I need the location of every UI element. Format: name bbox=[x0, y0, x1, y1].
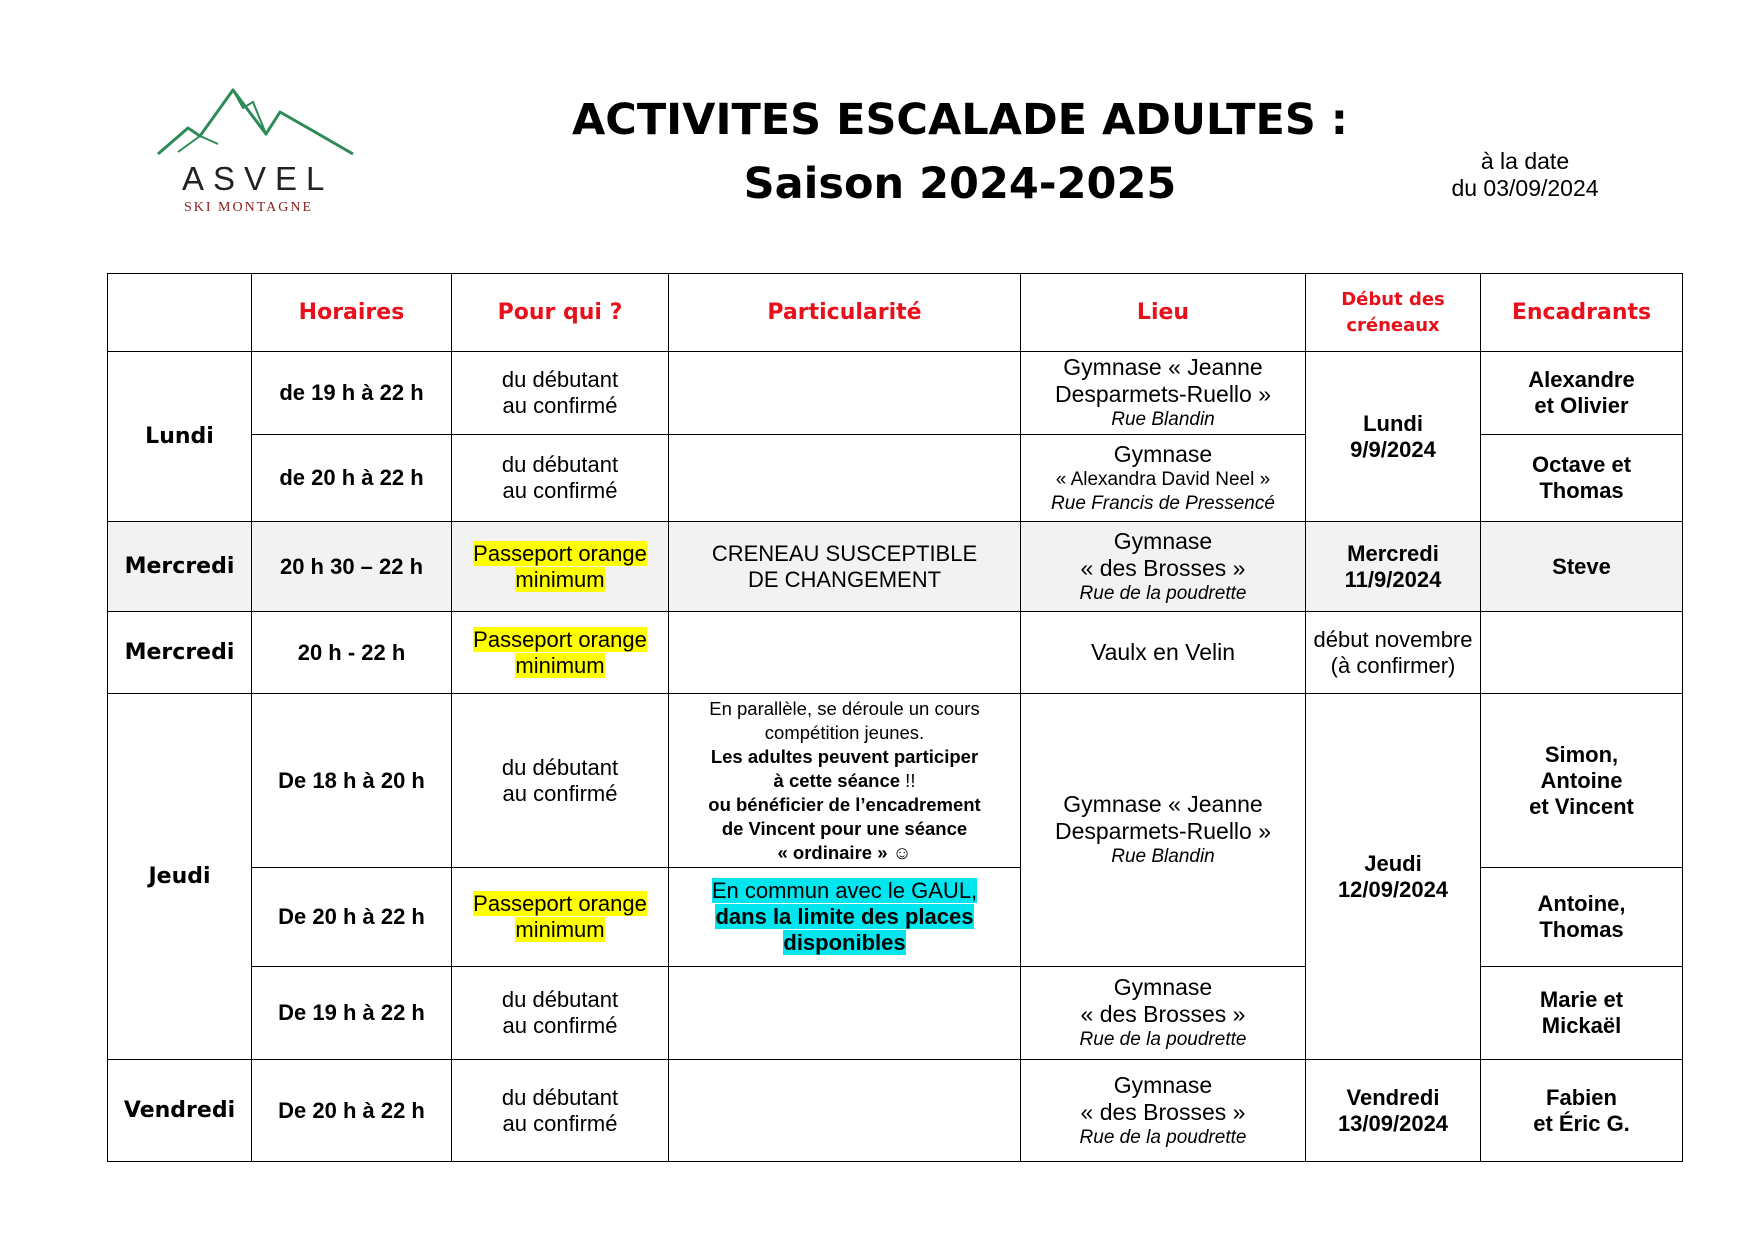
header-debut-line-1: Début des bbox=[1341, 288, 1445, 310]
horaire-cell: De 20 h à 22 h bbox=[252, 868, 452, 967]
lieu-line-2: « des Brosses » bbox=[1080, 1001, 1246, 1027]
debut-cell bbox=[1306, 694, 1481, 1060]
particularite-line-1: En parallèle, se déroule un cours bbox=[709, 697, 980, 719]
pour-qui-cell bbox=[452, 1060, 669, 1162]
particularite-line-1: CRENEAU SUSCEPTIBLE bbox=[711, 540, 978, 566]
particularite-line-2: dans la limite des places bbox=[715, 904, 974, 929]
date-note bbox=[1425, 148, 1625, 202]
smiley-icon: ☺ bbox=[887, 841, 912, 863]
pour-qui-line-1: Passeport orange bbox=[473, 626, 647, 652]
encadrants-cell bbox=[1481, 1060, 1683, 1162]
day-jeudi: Jeudi bbox=[108, 694, 252, 1060]
lieu-line-2: « des Brosses » bbox=[1080, 554, 1246, 581]
particularite-line-1: En commun avec le GAUL, bbox=[711, 878, 978, 903]
header-row bbox=[108, 274, 1683, 352]
pour-qui-cell bbox=[452, 612, 669, 694]
particularite-line-4-suffix: !! bbox=[900, 769, 916, 791]
pour-qui-line-1: du débutant bbox=[501, 452, 619, 477]
horaire-cell: de 20 h à 22 h bbox=[252, 435, 452, 522]
lieu-line-2: Desparmets-Ruello » bbox=[1054, 818, 1272, 844]
debut-line-1: Vendredi bbox=[1346, 1084, 1440, 1110]
encadrants-cell bbox=[1481, 868, 1683, 967]
encadrant-line-3: et Vincent bbox=[1529, 793, 1634, 819]
particularite-cell bbox=[669, 1060, 1021, 1162]
lieu-line-1: Gymnase « Jeanne bbox=[1063, 354, 1263, 380]
header-debut-line-2: créneaux bbox=[1346, 314, 1440, 336]
title-line-2: Saison 2024-2025 bbox=[743, 159, 1177, 209]
debut-line-1: Mercredi bbox=[1347, 540, 1439, 566]
pour-qui-line-1: Passeport orange bbox=[473, 540, 647, 566]
lieu-line-1: Gymnase bbox=[1113, 527, 1213, 554]
particularite-cell bbox=[669, 352, 1021, 435]
lieu-line-1: Gymnase bbox=[1113, 1071, 1213, 1098]
encadrant-line-1: Octave et bbox=[1531, 452, 1632, 477]
lieu-line-2: « des Brosses » bbox=[1080, 1098, 1246, 1125]
horaire-cell: De 20 h à 22 h bbox=[252, 1060, 452, 1162]
pour-qui-cell bbox=[452, 868, 669, 967]
table-row bbox=[108, 352, 1683, 435]
debut-line-2: (à confirmer) bbox=[1330, 652, 1456, 678]
pour-qui-line-2: au confirmé bbox=[502, 780, 618, 806]
lieu-line-2: « Alexandra David Neel » bbox=[1055, 468, 1271, 490]
header-particularite: Particularité bbox=[669, 274, 1021, 352]
day-mercredi: Mercredi bbox=[108, 612, 252, 694]
encadrant-line-2: Antoine bbox=[1540, 767, 1623, 793]
pour-qui-line-1: du débutant bbox=[501, 367, 619, 392]
lieu-cell bbox=[1021, 522, 1306, 612]
debut-line-2: 9/9/2024 bbox=[1350, 436, 1436, 462]
pour-qui-cell bbox=[452, 522, 669, 612]
date-line-2: du 03/09/2024 bbox=[1451, 175, 1599, 201]
lieu-line-1: Gymnase « Jeanne bbox=[1063, 791, 1263, 817]
header-pour-qui: Pour qui ? bbox=[452, 274, 669, 352]
pour-qui-line-2: au confirmé bbox=[502, 1110, 618, 1136]
lieu-cell bbox=[1021, 612, 1306, 694]
mountain-icon bbox=[148, 82, 368, 162]
encadrants-cell bbox=[1481, 612, 1683, 694]
horaire-cell: De 19 h à 22 h bbox=[252, 967, 452, 1060]
pour-qui-line-1: du débutant bbox=[501, 987, 619, 1012]
encadrants-cell: Steve bbox=[1481, 522, 1683, 612]
lieu-cell bbox=[1021, 1060, 1306, 1162]
particularite-cell bbox=[669, 868, 1021, 967]
pour-qui-line-2: au confirmé bbox=[502, 393, 618, 418]
lieu-line-1: Vaulx en Velin bbox=[1090, 639, 1236, 665]
pour-qui-line-1: du débutant bbox=[501, 754, 619, 780]
horaire-cell: de 19 h à 22 h bbox=[252, 352, 452, 435]
encadrant-line-1: Alexandre bbox=[1528, 367, 1635, 392]
particularite-cell bbox=[669, 522, 1021, 612]
title-line-1: ACTIVITES ESCALADE ADULTES : bbox=[572, 95, 1348, 145]
horaire-cell: De 18 h à 20 h bbox=[252, 694, 452, 868]
lieu-cell bbox=[1021, 694, 1306, 967]
header-horaires: Horaires bbox=[252, 274, 452, 352]
pour-qui-cell bbox=[452, 435, 669, 522]
particularite-cell bbox=[669, 435, 1021, 522]
particularite-line-6: de Vincent pour une séance bbox=[721, 817, 968, 839]
logo-subtitle: SKI MONTAGNE bbox=[184, 200, 314, 215]
pour-qui-line-1: Passeport orange bbox=[473, 891, 647, 916]
lieu-cell bbox=[1021, 435, 1306, 522]
particularite-line-2: compétition jeunes. bbox=[764, 721, 925, 743]
encadrant-line-2: et Éric G. bbox=[1533, 1110, 1630, 1136]
debut-line-2: 13/09/2024 bbox=[1337, 1110, 1449, 1136]
particularite-line-3: disponibles bbox=[783, 930, 906, 955]
encadrant-line-2: et Olivier bbox=[1534, 393, 1629, 418]
particularite-cell bbox=[669, 694, 1021, 868]
lieu-line-2: Desparmets-Ruello » bbox=[1054, 381, 1272, 407]
debut-cell bbox=[1306, 352, 1481, 522]
lieu-rue: Rue Francis de Pressencé bbox=[1051, 492, 1275, 514]
table-row bbox=[108, 612, 1683, 694]
date-line-1: à la date bbox=[1480, 148, 1570, 174]
encadrant-line-1: Fabien bbox=[1546, 1084, 1617, 1110]
encadrant-line-2: Thomas bbox=[1539, 917, 1624, 942]
pour-qui-line-2: minimum bbox=[515, 566, 605, 592]
particularite-cell bbox=[669, 967, 1021, 1060]
lieu-rue: Rue de la poudrette bbox=[1079, 1029, 1247, 1050]
debut-cell bbox=[1306, 1060, 1481, 1162]
encadrant-line-1: Simon, bbox=[1544, 741, 1619, 767]
pour-qui-cell bbox=[452, 352, 669, 435]
header-encadrants: Encadrants bbox=[1481, 274, 1683, 352]
encadrant-line-2: Thomas bbox=[1539, 478, 1624, 503]
header-empty bbox=[108, 274, 252, 352]
lieu-rue: Rue Blandin bbox=[1111, 846, 1215, 867]
lieu-cell bbox=[1021, 967, 1306, 1060]
encadrants-cell bbox=[1481, 352, 1683, 435]
encadrants-cell bbox=[1481, 694, 1683, 868]
encadrant-line-1: Marie et bbox=[1539, 987, 1624, 1012]
lieu-line-1: Gymnase bbox=[1113, 440, 1213, 467]
header-lieu: Lieu bbox=[1021, 274, 1306, 352]
pour-qui-line-2: minimum bbox=[515, 917, 605, 942]
table-row bbox=[108, 522, 1683, 612]
particularite-line-3: Les adultes peuvent participer bbox=[710, 745, 979, 767]
lieu-rue: Rue Blandin bbox=[1111, 409, 1215, 430]
particularite-line-2: DE CHANGEMENT bbox=[747, 566, 942, 592]
pour-qui-cell bbox=[452, 967, 669, 1060]
pour-qui-line-1: du débutant bbox=[501, 1084, 619, 1110]
debut-line-1: début novembre bbox=[1313, 626, 1473, 652]
day-mercredi: Mercredi bbox=[108, 522, 252, 612]
debut-line-2: 12/09/2024 bbox=[1337, 876, 1449, 902]
debut-line-2: 11/9/2024 bbox=[1344, 566, 1442, 592]
encadrant-line-1: Antoine, bbox=[1537, 891, 1626, 916]
debut-cell bbox=[1306, 522, 1481, 612]
horaire-cell: 20 h - 22 h bbox=[252, 612, 452, 694]
logo-name: ASVEL bbox=[182, 160, 334, 197]
asvel-logo bbox=[148, 82, 368, 222]
day-vendredi: Vendredi bbox=[108, 1060, 252, 1162]
pour-qui-line-2: minimum bbox=[515, 652, 605, 678]
particularite-cell bbox=[669, 612, 1021, 694]
debut-cell bbox=[1306, 612, 1481, 694]
day-lundi: Lundi bbox=[108, 352, 252, 522]
header-debut bbox=[1306, 274, 1481, 352]
particularite-line-7: « ordinaire » bbox=[777, 841, 888, 863]
lieu-rue: Rue de la poudrette bbox=[1079, 1126, 1247, 1148]
encadrants-cell bbox=[1481, 967, 1683, 1060]
pour-qui-cell bbox=[452, 694, 669, 868]
debut-line-1: Lundi bbox=[1363, 410, 1423, 436]
particularite-line-5: ou bénéficier de l’encadrement bbox=[708, 793, 981, 815]
pour-qui-line-2: au confirmé bbox=[502, 1013, 618, 1038]
lieu-cell bbox=[1021, 352, 1306, 435]
lieu-rue: Rue de la poudrette bbox=[1079, 582, 1247, 604]
particularite-line-4: à cette séance bbox=[773, 769, 901, 791]
table-row bbox=[108, 1060, 1683, 1162]
pour-qui-line-2: au confirmé bbox=[502, 478, 618, 503]
schedule-table bbox=[107, 273, 1683, 1162]
page-title bbox=[430, 88, 1490, 216]
lieu-line-1: Gymnase bbox=[1113, 974, 1213, 1000]
horaire-cell: 20 h 30 – 22 h bbox=[252, 522, 452, 612]
debut-line-1: Jeudi bbox=[1364, 850, 1422, 876]
encadrants-cell bbox=[1481, 435, 1683, 522]
encadrant-line-2: Mickaël bbox=[1541, 1013, 1622, 1038]
table-row bbox=[108, 694, 1683, 868]
